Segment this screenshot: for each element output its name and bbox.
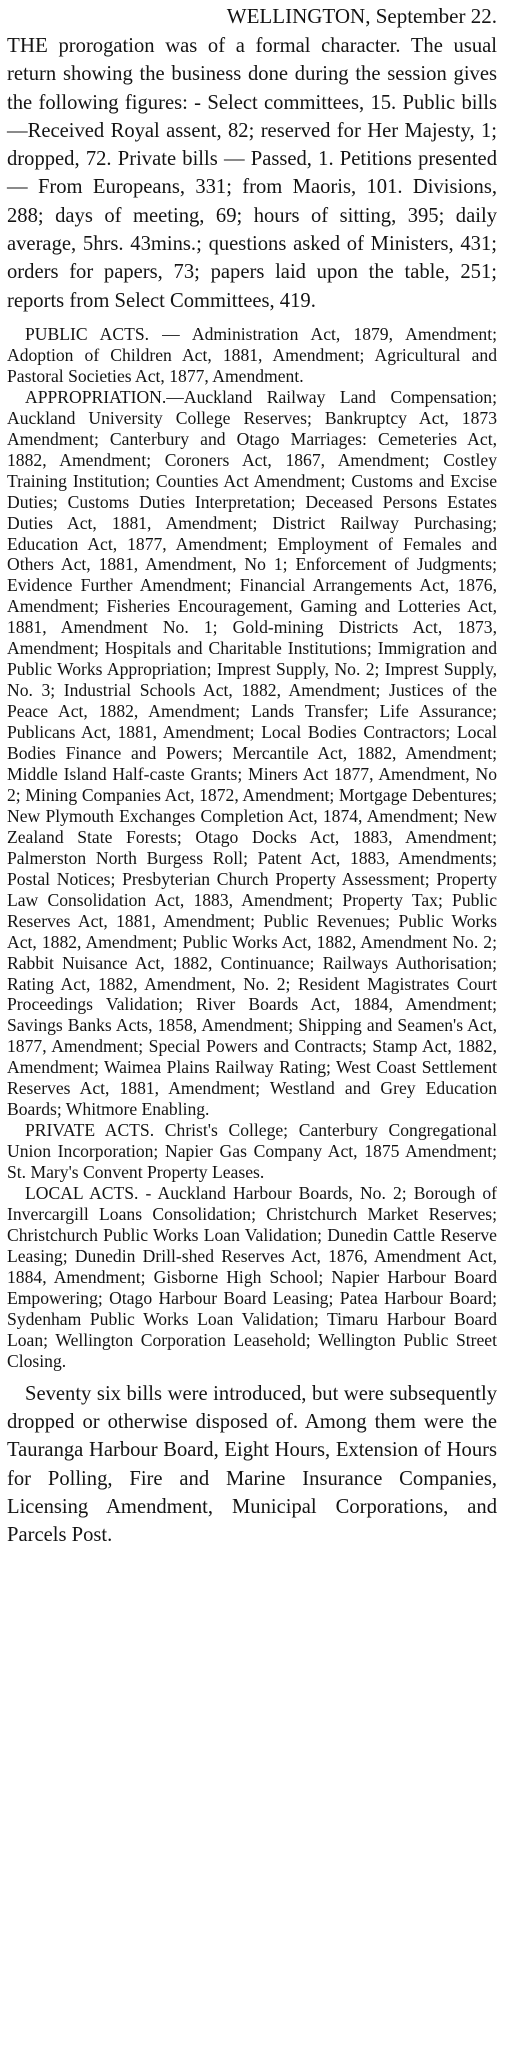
public-acts-text: — Administration Act, 1879, Amendment; Adoption of Children Act, 1881, Amendment; Agricultural and Pastoral Societies Act, 1877, Amendment. xyxy=(7,323,497,386)
intro-paragraph xyxy=(7,31,497,315)
intro-lead-word: THE xyxy=(7,33,48,57)
local-acts-paragraph xyxy=(7,1183,497,1372)
public-acts-heading: PUBLIC ACTS. xyxy=(25,323,150,344)
local-acts-heading: LOCAL ACTS. xyxy=(25,1183,139,1204)
private-acts-paragraph xyxy=(7,1120,497,1183)
appropriation-heading: APPROPRIATION. xyxy=(25,386,167,407)
public-acts-paragraph xyxy=(7,324,497,387)
dateline: WELLINGTON, September 22. xyxy=(226,4,497,28)
local-acts-text: - Auckland Harbour Boards, No. 2; Borough of Invercargill Loans Consolidation; Christchurch Market Reserves; Christchurch Public Works Loan Validation; Dunedin Cattle Reserve Leasing; Dunedin Drill-shed Reserves Act, 1876, Amendment Act, 1884, Amendment; Gisborne High School; Napier Harbour Board Empowering; Otago Harbour Board Leasing; Patea Harbour Board; Sydenham Public Works Loan Validation; Timaru Harbour Board Loan; Wellington Corporation Leasehold; Wellington Public Street Closing. xyxy=(7,1183,497,1371)
private-acts-text: Christ's College; Canterbury Congregational Union Incorporation; Napier Gas Company Act, 1875 Amendment; St. Mary's Convent Property Leases. xyxy=(7,1120,497,1183)
appropriation-text: —Auckland Railway Land Compensation; Auckland University College Reserves; Bankruptcy Act, 1873 Amendment; Canterbury and Otago Marriages: Cemeteries Act, 1882, Amendment; Coroners Act, 1867, Amendment; Costley Training Institution; Counties Act Amendment; Customs and Excise Duties; Customs Duties Interpretation; Deceased Persons Estates Duties Act, 1881, Amendment; District Railway Purchasing; Education Act, 1877, Amendment; Employment of Females and Others Act, 1881, Amendment, No 1; Enforcement of Judgments; Evidence Further Amendment; Financial Arrangements Act, 1876, Amendment; Fisheries Encouragement, Gaming and Lotteries Act, 1881, Amendment No. 1; Gold-mining Districts Act, 1873, Amendment; Hospitals and Charitable Institutions; Immigration and Public Works Appropriation; Imprest Supply, No. 2; Imprest Supply, No. 3; Industrial Schools Act, 1882, Amendment; Justices of the Peace Act, 1882, Amendment; Lands Transfer; Life Assurance; Publicans Act, 1881, Amendment; Local Bodies Contractors; Local Bodies Finance and Powers; Mercantile Act, 1882, Amendment; Middle Island Half-caste Grants; Miners Act 1877, Amendment, No 2; Mining Companies Act, 1872, Amendment; Mortgage Debentures; New Plymouth Exchanges Completion Act, 1874, Amendment; New Zealand State Forests; Otago Docks Act, 1883, Amendment; Palmerston North Burgess Roll; Patent Act, 1883, Amendments; Postal Notices; Presbyterian Church Property Assessment; Property Law Consolidation Act, 1883, Amendment; Property Tax; Public Reserves Act, 1881, Amendment; Public Revenues; Public Works Act, 1882, Amendment; Public Works Act, 1882, Amendment No. 2; Rabbit Nuisance Act, 1882, Continuance; Railways Authorisation; Rating Act, 1882, Amendment, No. 2; Resident Magistrates Court Proceedings Validation; River Boards Act, 1884, Amendment; Savings Banks Acts, 1858, Amendment; Shipping and Seamen's Act, 1877, Amendment; Special Powers and Contracts; Stamp Act, 1882, Amendment; Waimea Plains Railway Rating; West Coast Settlement Reserves Act, 1881, Amendment; Westland and Grey Education Boards; Whitmore Enabling. xyxy=(7,386,497,1120)
private-acts-heading: PRIVATE ACTS. xyxy=(25,1120,155,1141)
appropriation-paragraph xyxy=(7,387,497,1120)
intro-text: prorogation was of a formal character. The usual return showing the business done during the session gives the following figures: - Select committees, 15. Public bills—Received Royal assent, 82; reserved for Her Majesty, 1; dropped, 72. Private bills — Passed, 1. Petitions presented — From Europeans, 331; from Maoris, 101. Divisions, 288; days of meeting, 69; hours of sitting, 395; daily average, 5hrs. 43mins.; questions asked of Ministers, 431; orders for papers, 73; papers laid upon the table, 251; reports from Select Committees, 419. xyxy=(7,35,497,312)
closing-paragraph: Seventy six bills were introduced, but were subsequently dropped or otherwise disposed of. Among them were the Tauranga Harbour Board, Eight Hours, Extension of Hours for Polling, Fire and Marine Insurance Companies, Licensing Amendment, Municipal Corporations, and Parcels Post. xyxy=(7,1382,497,1547)
